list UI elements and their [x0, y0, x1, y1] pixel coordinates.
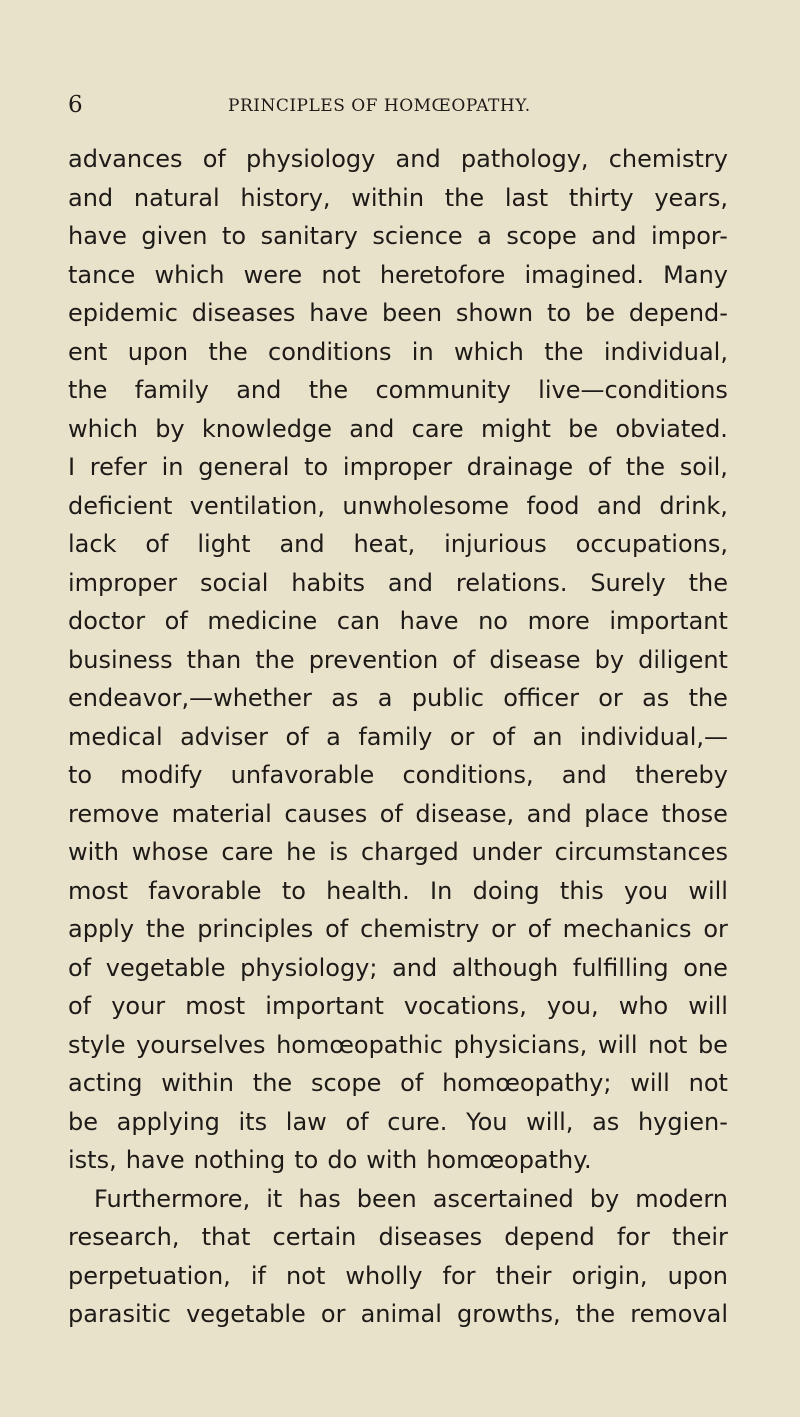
word: to [294, 1146, 319, 1174]
word: tance [68, 260, 136, 289]
word: an [532, 722, 563, 751]
word: to [281, 876, 306, 905]
word: ent [68, 337, 108, 366]
word: shown [455, 299, 534, 327]
word: were [243, 260, 303, 289]
word: which [68, 414, 138, 443]
word: certain [272, 1223, 357, 1251]
word: and [392, 953, 438, 982]
text-line [68, 179, 728, 218]
word: growths, [457, 1300, 561, 1328]
word: and [591, 222, 637, 250]
word: unwholesome [342, 491, 510, 520]
word: history, [240, 183, 331, 212]
word: disease, [415, 799, 515, 828]
word: has [298, 1184, 341, 1213]
word: heat, [353, 530, 416, 558]
word: will [630, 1069, 670, 1097]
word: vegetable [105, 953, 226, 982]
word: of [164, 607, 188, 635]
word: of [527, 915, 551, 943]
word: care [221, 838, 274, 866]
word: homœopathic [276, 1030, 443, 1059]
word: ventilation, [189, 491, 325, 520]
word: live—conditions [538, 376, 728, 404]
word: adviser [180, 722, 269, 751]
word: the [68, 376, 108, 404]
text-line-paragraph-end [68, 1141, 728, 1180]
word: have [125, 1146, 185, 1174]
word: been [356, 1184, 417, 1213]
word: of [345, 1107, 369, 1136]
word: have [309, 299, 369, 327]
word: parasitic [68, 1300, 171, 1328]
word: community [375, 376, 511, 404]
text-line [68, 1218, 728, 1257]
word: for [442, 1261, 476, 1290]
word: not [321, 260, 361, 289]
word: impor- [650, 222, 728, 250]
word: a [477, 222, 492, 250]
word: apply [68, 915, 135, 943]
word: most [185, 992, 246, 1020]
word: be [697, 1030, 728, 1059]
word: Surely [590, 568, 666, 597]
word: doctor [68, 607, 146, 635]
text-line [68, 718, 728, 757]
word: Many [663, 260, 728, 289]
word: the [688, 568, 728, 597]
word: food [526, 491, 580, 520]
word: thereby [635, 761, 728, 789]
text-line [68, 949, 728, 988]
word: of [379, 799, 403, 828]
word: with [366, 1146, 418, 1174]
word: health. [326, 876, 410, 905]
word: homœopathy; [442, 1069, 612, 1097]
word: the [208, 337, 248, 366]
word: causes [284, 799, 368, 828]
text-line [68, 756, 728, 795]
text-line [68, 987, 728, 1026]
word: habits [291, 568, 366, 597]
word: diseases [191, 299, 296, 327]
word: soil, [679, 453, 728, 481]
word: medical [68, 722, 163, 751]
word: depend [504, 1223, 595, 1251]
word: endeavor,—whether [68, 684, 312, 712]
word: or [491, 915, 516, 943]
word: family [358, 722, 433, 751]
word: vegetable [186, 1300, 306, 1328]
word: you [623, 876, 669, 905]
word: circumstances [554, 838, 728, 866]
text-line [68, 525, 728, 564]
word: that [201, 1223, 251, 1251]
word: the [252, 1069, 293, 1097]
word: imagined. [524, 260, 644, 289]
word: research, [68, 1223, 180, 1251]
word: can [336, 607, 381, 635]
word: as [592, 1107, 620, 1136]
word: prevention [308, 645, 439, 674]
word: as [642, 684, 670, 712]
word: cure. [387, 1107, 448, 1136]
text-line [68, 910, 728, 949]
word: natural [133, 183, 220, 212]
text-line [68, 140, 728, 179]
word: fulfilling [572, 953, 669, 982]
text-line [68, 217, 728, 256]
word: if [250, 1261, 266, 1290]
word: will, [526, 1107, 574, 1136]
word: perpetuation, [68, 1261, 231, 1290]
word: to [68, 761, 93, 789]
word: disease [489, 645, 581, 674]
word: it [266, 1184, 283, 1213]
word: diligent [638, 645, 728, 674]
word: might [480, 414, 551, 443]
word: principles [197, 915, 314, 943]
word: the [575, 1300, 616, 1328]
word: care [411, 414, 464, 443]
word: and [395, 145, 441, 173]
word: advances [68, 145, 183, 173]
word: conditions, [402, 761, 534, 789]
word: of [452, 645, 476, 674]
word: not [648, 1030, 688, 1059]
word: improper [342, 453, 453, 481]
text-line [68, 641, 728, 680]
word: to [304, 453, 329, 481]
word: your [111, 992, 166, 1020]
word: of [68, 992, 92, 1020]
word: In [430, 876, 453, 905]
word: style [68, 1030, 126, 1059]
word: for [616, 1223, 650, 1251]
word: the [444, 183, 485, 212]
word: important [609, 607, 728, 635]
text-line [68, 1103, 728, 1142]
word: obviated. [615, 414, 728, 443]
word: upon [127, 337, 189, 366]
word: hygien- [637, 1107, 728, 1136]
word: or [449, 722, 475, 751]
word: conditions [268, 337, 392, 366]
word: will [597, 1030, 638, 1059]
word: given [141, 222, 208, 250]
word: whose [131, 838, 209, 866]
word: unfavorable [230, 761, 375, 789]
word: which [453, 337, 524, 366]
word: heretofore [379, 260, 506, 289]
word: with [68, 838, 119, 866]
word: and [68, 183, 114, 212]
word: within [161, 1069, 235, 1097]
word: under [471, 838, 542, 866]
word: yourselves [136, 1030, 266, 1059]
word: nothing [193, 1146, 286, 1174]
word: charged [360, 838, 459, 866]
word: of [491, 722, 516, 751]
word: the [255, 645, 295, 674]
word: be [584, 299, 615, 327]
word: you, [546, 992, 599, 1020]
text-line [68, 602, 728, 641]
word: a [326, 722, 341, 751]
word: knowledge [201, 414, 332, 443]
text-line [68, 833, 728, 872]
word: physiology; [240, 953, 378, 982]
word: applying [116, 1107, 220, 1136]
word: not [286, 1261, 326, 1290]
word: of [587, 453, 611, 481]
word: medicine [207, 607, 318, 635]
word: by [589, 1184, 620, 1213]
word: one [683, 953, 728, 982]
word: of [68, 953, 92, 982]
word: more [527, 607, 590, 635]
word: who [618, 992, 669, 1020]
word: physicians, [453, 1030, 588, 1059]
word: ascertained [432, 1184, 574, 1213]
word: improper [68, 568, 178, 597]
word: a [377, 684, 393, 712]
word: modify [120, 761, 203, 789]
text-line [68, 448, 728, 487]
text-line [68, 795, 728, 834]
text-line [68, 1026, 728, 1065]
word: will [688, 992, 728, 1020]
word: and [526, 799, 572, 828]
word: not [688, 1069, 728, 1097]
word: deficient [68, 491, 173, 520]
word: of [325, 915, 349, 943]
word: he [286, 838, 317, 866]
text-line [68, 1257, 728, 1296]
word: vocations, [403, 992, 527, 1020]
word: most [68, 876, 128, 905]
word: of [285, 722, 309, 751]
word: have [399, 607, 459, 635]
word: been [382, 299, 443, 327]
word: science [372, 222, 463, 250]
text-line [68, 564, 728, 603]
word: their [672, 1223, 728, 1251]
text-line [68, 333, 728, 372]
text-line [68, 410, 728, 449]
word: important [265, 992, 384, 1020]
word: individual, [603, 337, 728, 366]
word: no [478, 607, 508, 635]
word: origin, [571, 1261, 648, 1290]
word: as [331, 684, 359, 712]
word: light [197, 530, 251, 558]
text-line [68, 371, 728, 410]
word: business [68, 645, 173, 674]
word: Furthermore, [94, 1184, 251, 1213]
word: or [320, 1300, 346, 1328]
word: to [547, 299, 572, 327]
word: and [387, 568, 434, 597]
word: general [198, 453, 290, 481]
word: lack [68, 530, 117, 558]
word: in [161, 453, 184, 481]
body-text [68, 140, 728, 1334]
word: and [596, 491, 643, 520]
word: public [411, 684, 484, 712]
word: scope [310, 1069, 382, 1097]
word: thirty [568, 183, 634, 212]
word: of [145, 530, 169, 558]
word: years, [654, 183, 728, 212]
word: I [68, 453, 76, 481]
word: removal [630, 1300, 728, 1328]
word: this [559, 876, 604, 905]
word: have [68, 222, 127, 250]
word: homœopathy. [426, 1146, 592, 1174]
word: remove [68, 799, 160, 828]
running-title: PRINCIPLES OF HOMŒOPATHY. [228, 96, 531, 116]
text-line [68, 679, 728, 718]
word: by [594, 645, 625, 674]
word: will [688, 876, 728, 905]
word: to [221, 222, 247, 250]
word: drink, [659, 491, 728, 520]
word: mechanics [562, 915, 692, 943]
word: which [154, 260, 225, 289]
word: officer [503, 684, 579, 712]
text-line [68, 1064, 728, 1103]
text-line [68, 487, 728, 526]
word: chemistry [608, 145, 728, 173]
word: upon [667, 1261, 728, 1290]
word: scope [506, 222, 577, 250]
word: is [328, 838, 349, 866]
word: do [327, 1146, 358, 1174]
word: injurious [444, 530, 547, 558]
word: than [186, 645, 242, 674]
word: law [285, 1107, 327, 1136]
word: and [349, 414, 395, 443]
word: refer [89, 453, 147, 481]
text-line [68, 1295, 728, 1334]
word: the [308, 376, 349, 404]
word: acting [68, 1069, 143, 1097]
word: of [400, 1069, 424, 1097]
word: although [451, 953, 559, 982]
word: the [625, 453, 666, 481]
word: last [504, 183, 549, 212]
word: animal [360, 1300, 442, 1328]
word: occupations, [575, 530, 728, 558]
word: of [202, 145, 226, 173]
word: family [134, 376, 209, 404]
word: favorable [148, 876, 262, 905]
word: or [703, 915, 728, 943]
word: its [238, 1107, 268, 1136]
word: those [661, 799, 728, 828]
word: depend- [628, 299, 728, 327]
word: be [68, 1107, 98, 1136]
word: by [155, 414, 185, 443]
word: epidemic [68, 299, 178, 327]
word: sanitary [260, 222, 358, 250]
word: drainage [466, 453, 574, 481]
word: or [598, 684, 623, 712]
word: the [544, 337, 584, 366]
word: pathology, [460, 145, 589, 173]
word: and [279, 530, 325, 558]
page-number: 6 [68, 92, 83, 118]
word: ists, [68, 1146, 117, 1174]
word: in [411, 337, 434, 366]
word: the [688, 684, 728, 712]
text-line-paragraph-start [68, 1180, 728, 1219]
word: physiology [246, 145, 376, 173]
word: material [171, 799, 272, 828]
word: and [561, 761, 607, 789]
page-header [68, 90, 728, 120]
word: place [584, 799, 649, 828]
text-line [68, 294, 728, 333]
word: their [495, 1261, 552, 1290]
word: wholly [345, 1261, 423, 1290]
word: doing [472, 876, 540, 905]
text-line [68, 872, 728, 911]
word: individual,— [579, 722, 728, 751]
word: be [568, 414, 599, 443]
word: modern [635, 1184, 728, 1213]
word: within [351, 183, 425, 212]
word: relations. [455, 568, 568, 597]
word: diseases [378, 1223, 483, 1251]
word: and [236, 376, 282, 404]
word: chemistry [360, 915, 480, 943]
word: You [466, 1107, 508, 1136]
word: the [145, 915, 186, 943]
text-line [68, 256, 728, 295]
word: social [200, 568, 269, 597]
